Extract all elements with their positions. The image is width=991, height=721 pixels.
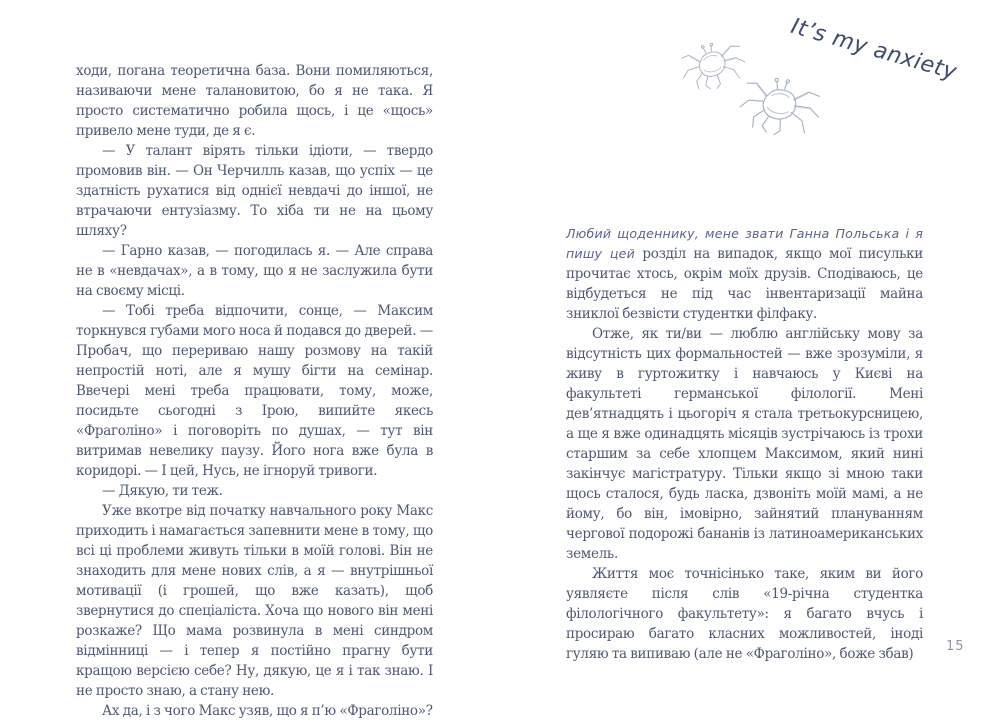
crab-icon <box>679 38 749 94</box>
paragraph: — Тобі треба відпочити, сонце, — Максим торкнувся губами мого носа й подався до дверей. — Пробач, що перериваю нашу розмову на такій непростій ноті, але я мушу бігти на семінар. Ввечері мені треба працювати, тому, може, посидьте сьогодні з Ірою, випийте якесь «Фраголіно» і поговоріть по душах, — тут він витримав невелику паузу. Його нога вже була в коридорі. — І цей, Нусь, не ігноруй тривоги. <box>76 303 433 479</box>
paragraph: Ах да, і з чого Макс узяв, що я п’ю «Фраголіно»? <box>102 703 433 719</box>
paragraph: Уже вкотре від початку навчального року Макс приходить і намагається запевнити мене в тому, що всі ці проблеми живуть тільки в моїй голові. Він не знаходить для мене нових слів, а я — внутрішньої мотивації (і грошей, що вже казать), щоб звернутися до спеціаліста. Хоча що нового він мені розкаже? Що мама розвинула в мені синдром відмінниці — і тепер я постійно прагну бути кращою версією себе? Ну, дякую, це я і так знаю. І не просто знаю, а стану нею. <box>76 503 433 699</box>
paragraph: Отже, як ти/ви — люблю англійську мову за відсутність цих формальностей — вже зрозуміли, я живу в гуртожитку і навчаюсь у Києві на факультеті германської філології. Мені дев’ятнадцять і цьогоріч я стала третьокурсницею, а ще я вже одинадцять місяців зустрічаюсь із трохи старшим за себе хлопцем Максимом, який нині закінчує магістратуру. Тільки якщо зі мною таки щось сталося, будь ласка, дзвоніть моїй мамі, а не йому, бо він, імовірно, зайнятий плануванням чергової подорожі бананів із латиноамериканських земель. <box>566 326 923 562</box>
paragraph: — Дякую, ти теж. <box>102 483 223 499</box>
paragraph: Життя моє точнісінько таке, яким ви його уявляєте після слів «19-річна студентка філологічного факультету»: я багато вчусь і просираю багато класних можливостей, іноді гуляю та випиваю (але не «Фраголіно», боже збав) <box>566 566 923 662</box>
handwritten-diary-opening: Любий щоденнику, мене звати Ганна Польська і я пишу цей <box>566 226 923 261</box>
paragraph: — Гарно казав, — погодилась я. — Але справа не в «невдачах», а в тому, що я не заслужила бути на своєму місці. <box>76 243 433 299</box>
paragraph: ходи, погана теоретична база. Вони помиляються, називаючи мене талановитою, бо я не така. Я просто систематично робила щось, і це «щось» привело мене туди, де я є. <box>76 63 433 139</box>
paragraph <box>566 224 923 324</box>
crabs-sketch-illustration <box>676 30 856 170</box>
paragraph-text: розділ на випадок, якщо мої писульки прочитає хтось, окрім моїх друзів. Сподіваюсь, це відбудеться не під час інвентаризації майна зниклої безвісти студентки філфаку. <box>566 246 923 322</box>
paragraph: — У талант вірять тільки ідіоти, — твердо промовив він. — Он Черчилль казав, що успіх — це здатність рухатися від однієї невдачі до іншої, не втрачаючи ентузіазму. То хіба ти не на цьому шляху? <box>76 143 433 239</box>
chapter-title: It’s my anxiety <box>788 14 960 86</box>
crab-icon <box>736 71 825 143</box>
right-page <box>566 224 923 664</box>
page-number: 15 <box>946 639 965 654</box>
left-page <box>76 61 433 721</box>
